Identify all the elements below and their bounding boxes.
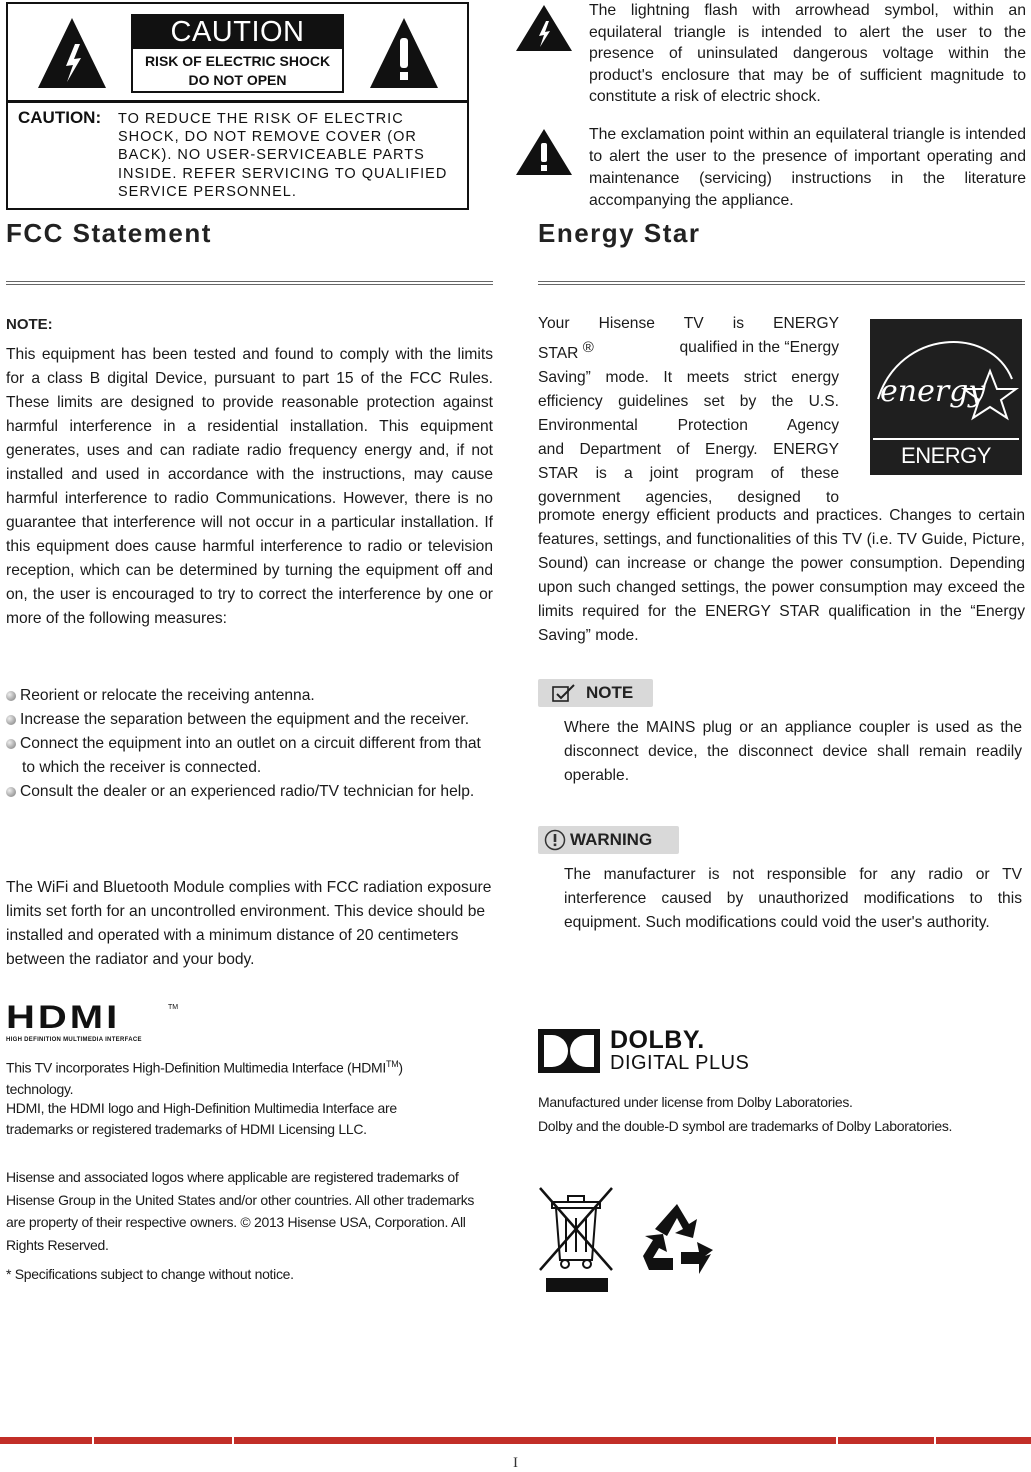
lightning-triangle-icon <box>515 4 573 52</box>
page-number: I <box>513 1455 518 1471</box>
dolby-logo-line2: DIGITAL PLUS <box>610 1052 750 1074</box>
caution-line: SHOCK, DO NOT REMOVE COVER (OR <box>118 129 417 146</box>
caution-sign <box>131 14 344 93</box>
hdmi-logo-text: HDMI <box>6 999 121 1035</box>
fcc-title: FCC Statement <box>6 218 212 248</box>
energy-star-intro: Your Hisense TV is ENERGY STAR ® qualified in the “Energy Saving” mode. It meets strict energy efficiency guidelines set by the U.S. Environmental Protection Agency and Department of Energy. ENERGY STAR is a joint program of these government agencies, designed to <box>538 315 839 507</box>
caution-sign-line: RISK OF ELECTRIC SHOCK <box>144 53 331 69</box>
warning-tag <box>538 826 679 854</box>
energy-title-rule <box>538 281 1025 285</box>
caution-sign-line: DO NOT OPEN <box>188 72 287 88</box>
note-label: NOTE <box>586 683 634 702</box>
exclamation-triangle-icon <box>368 16 440 90</box>
hdmi-trademark-text: HDMI, the HDMI logo and High-Definition Multimedia Interface are trademarks or registered trademarks of HDMI Licensing LLC. <box>6 1100 397 1137</box>
caution-divider <box>6 100 469 103</box>
exclamation-triangle-icon <box>515 128 573 176</box>
fcc-title-rule <box>6 281 493 285</box>
lightning-triangle-icon <box>36 16 108 90</box>
energy-star-logo-label: ENERGY STAR <box>873 438 1019 472</box>
warning-text: The manufacturer is not responsible for any radio or TV interference caused by unauthorized modifications to this equipment. Such modifications could void the user's authority. <box>564 866 1022 931</box>
caution-line: BACK). NO USER-SERVICEABLE PARTS <box>118 147 425 164</box>
hdmi-logo <box>6 999 181 1045</box>
recycle-icon <box>637 1200 717 1280</box>
caution-line: SERVICE PERSONNEL. <box>118 183 297 200</box>
spec-note: * Specifications subject to change without notice. <box>6 1266 294 1282</box>
bullet-icon <box>6 691 16 701</box>
note-text: Where the MAINS plug or an appliance coupler is used as the disconnect device, the disconnect device shall remain readily operable. <box>564 719 1022 784</box>
energy-star-script: energy <box>880 374 986 409</box>
list-item: Increase the separation between the equipment and the receiver. <box>6 708 493 732</box>
hdmi-logo-subtitle: HIGH DEFINITION MULTIMEDIA INTERFACE <box>6 1037 142 1043</box>
exclamation-explanation: The exclamation point within an equilateral triangle is intended to alert the user to the presence of important operating and maintenance (servicing) instructions in the literature accompanying the appliance. <box>589 126 1026 209</box>
footer-bar <box>0 1437 92 1444</box>
hdmi-text: This TV incorporates High-Definition Multimedia Interface (HDMI™) technology. <box>6 1059 403 1097</box>
dolby-double-d-icon <box>538 1029 600 1073</box>
caution-text <box>118 110 468 201</box>
energy-star-title: Energy Star <box>538 218 701 248</box>
caution-sign-heading: CAUTION <box>133 16 342 49</box>
footer-bar <box>936 1437 1031 1444</box>
footer-bar <box>94 1437 232 1444</box>
fcc-note-label: NOTE: <box>6 316 53 333</box>
bullet-icon <box>6 787 16 797</box>
note-tag <box>538 679 653 707</box>
energy-star-logo <box>870 319 1022 500</box>
warning-icon <box>544 829 566 851</box>
footer-bar <box>838 1437 934 1444</box>
fcc-bullet-list <box>6 684 493 804</box>
list-item: Consult the dealer or an experienced radio/TV technician for help. <box>6 780 497 804</box>
caution-line: TO REDUCE THE RISK OF ELECTRIC <box>118 111 404 127</box>
dolby-logo <box>538 1028 758 1074</box>
hisense-trademark-text: Hisense and associated logos where applicable are registered trademarks of Hisense Group in the United States and/or other countries. All other trademarks are property of their respective owners. © 2013 Hisense USA, Corporation. All Rights Reserved. <box>6 1169 475 1253</box>
fcc-body: This equipment has been tested and found to comply with the limits for a class B digital Device, pursuant to part 15 of the FCC Rules. These limits are designed to provide reasonable protection against harmful interference in a residential installation. This equipment generates, uses and can radiate radio frequency energy and, if not installed and used in accordance with the instructions, may cause harmful interference to radio Communications. However, there is no guarantee that interference will not occur in a particular installation. If this equipment does cause harmful interference to radio or television reception, which can be determined by turning the equipment off and on, the user is encouraged to try to correct the interference by one or more of the following measures: <box>6 346 493 627</box>
dolby-license-text: Manufactured under license from Dolby Laboratories. <box>538 1094 853 1110</box>
list-item: Connect the equipment into an outlet on a circuit different from that to which the receiver is connected. <box>6 732 497 780</box>
dolby-logo-line1: DOLBY. <box>610 1026 705 1054</box>
wifi-exposure-text: The WiFi and Bluetooth Module complies with FCC radiation exposure limits set forth for an uncontrolled environment. This device should be installed and operated with a minimum distance of 20 centimeters between the radiator and your body. <box>6 879 492 968</box>
energy-star-emblem <box>870 319 1022 437</box>
list-item: Reorient or relocate the receiving antenna. <box>6 684 493 708</box>
footer-bar <box>234 1437 836 1444</box>
lightning-explanation: The lightning flash with arrowhead symbol, within an equilateral triangle is intended to alert the user to the presence of uninsulated dangerous voltage within the product's enclosure that may be of sufficient magnitude to constitute a risk of electric shock. <box>589 2 1026 106</box>
caution-line: INSIDE. REFER SERVICING TO QUALIFIED <box>118 165 448 182</box>
energy-star-body: promote energy efficient products and practices. Changes to certain features, settings, and functionalities of this TV (i.e. TV Guide, Picture, Sound) can increase or change the power consumption. Depending upon such changed settings, the power consumption may exceed the limits required for the ENERGY STAR qualification in the “Energy Saving” mode. <box>538 507 1025 644</box>
note-check-icon <box>552 683 576 703</box>
caution-label: CAUTION: <box>18 108 102 127</box>
weee-bin-icon <box>538 1186 614 1294</box>
bullet-icon <box>6 715 16 725</box>
hdmi-logo-tm: TM <box>168 1004 179 1011</box>
dolby-trademark-text: Dolby and the double-D symbol are trademarks of Dolby Laboratories. <box>538 1118 953 1134</box>
warning-label: WARNING <box>570 830 653 849</box>
bullet-icon <box>6 739 16 749</box>
